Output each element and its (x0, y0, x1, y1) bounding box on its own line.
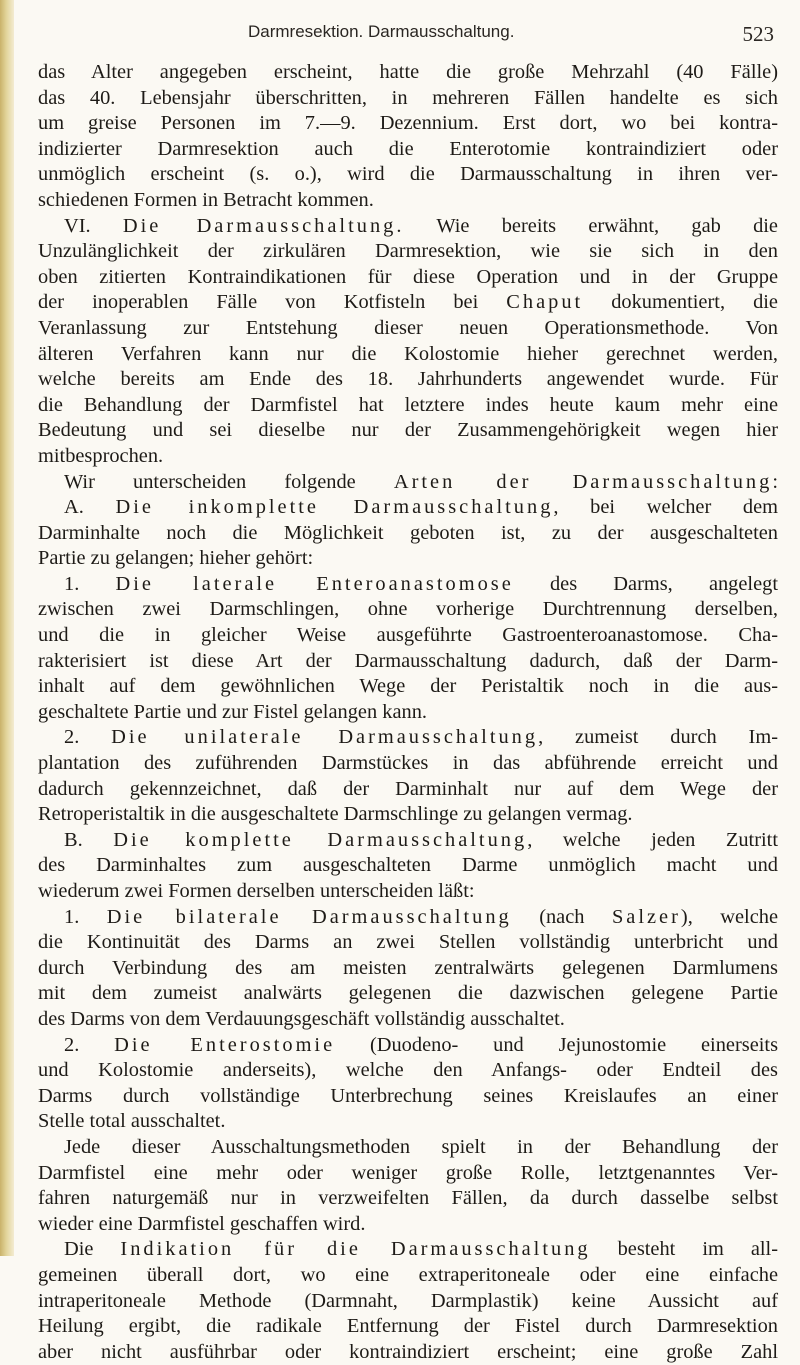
text-line (38, 802, 778, 828)
line-text: besteht im all- (590, 1238, 778, 1261)
line-text: 2. (64, 1033, 115, 1056)
line-text: das Alter angegeben erscheint, hatte die große Mehrzahl (40 Fälle) (38, 61, 778, 83)
line-text: Darms durch vollständige Unterbrechung seines Kreislaufes an einer (38, 1084, 778, 1107)
line-text: unmöglich erscheint (s. o.), wird die Darmausschaltung in ihren ver- (38, 163, 778, 186)
text-line (38, 725, 778, 751)
spaced-term: Die Darmausschaltung. (122, 214, 405, 237)
book-page (38, 0, 780, 1363)
line-text: der inoperablen Fälle von Kotfisteln bei (38, 291, 507, 314)
line-text: die Behandlung der Darmfistel hat letztere indes heute kaum mehr eine (38, 393, 778, 416)
text-line (38, 905, 778, 931)
line-text: intraperitoneale Methode (Darmnaht, Darmplastik) keine Aussicht auf (38, 1289, 778, 1312)
spaced-term: Die laterale Enteroanastomose (115, 572, 514, 595)
line-text: rakterisiert ist diese Art der Darmausschaltung dadurch, daß der Darm- (38, 649, 778, 672)
page-number: 523 (742, 22, 774, 46)
spaced-term: Die komplette Darmausschaltung (113, 828, 528, 851)
line-text: 1. (64, 572, 116, 595)
line-text: und die in gleicher Weise ausgeführte Gastroenteroanastomose. Cha- (38, 624, 778, 647)
line-text: : (772, 470, 778, 493)
spaced-term: Die inkomplette Darmausschaltung (115, 496, 554, 519)
text-line (38, 1237, 778, 1263)
line-text: mitbesprochen. (38, 444, 164, 467)
line-text: des Darminhaltes zum ausgeschalteten Darme unmöglich macht und (38, 854, 778, 877)
line-text: gemeinen überall dort, wo eine extraperitoneale oder eine einfache (38, 1263, 778, 1286)
spaced-term: Salzer (611, 905, 681, 928)
line-text: , zumeist durch Im- (538, 726, 779, 749)
text-line (38, 470, 778, 496)
spaced-term: Indikation für die Darmausschaltung (120, 1238, 591, 1261)
line-text: Wir unterscheiden folgende (64, 470, 394, 493)
line-text: Bedeutung und sei dieselbe nur der Zusammengehörigkeit wegen hier (38, 419, 778, 442)
text-line (38, 674, 778, 700)
text-line (38, 290, 778, 316)
line-text: wieder eine Darmfistel geschaffen wird. (38, 1212, 366, 1235)
line-text: Partie zu gelangen; hieher gehört: (38, 547, 314, 570)
line-text: oben zitierten Kontraindikationen für diese Operation und in der Gruppe (38, 265, 778, 288)
line-text: (Duodeno- und Jejunostomie einerseits (335, 1033, 779, 1056)
line-text: VI. (64, 214, 123, 237)
text-line (38, 239, 778, 265)
text-line (38, 700, 778, 726)
line-text: aber nicht ausführbar oder kontraindiziert erscheint; eine große Zahl (38, 1340, 778, 1363)
line-text: 2. (64, 726, 112, 749)
running-title: Darmresektion. Darmausschaltung. (248, 22, 515, 41)
line-text: Stelle total ausschaltet. (38, 1110, 226, 1133)
line-text: Unzulänglichkeit der zirkulären Darmresektion, wie sie sich in den (38, 240, 778, 263)
line-text: durch Verbindung des am meisten zentralwärts gelegenen Darmlumens (38, 956, 778, 979)
text-line (38, 853, 778, 879)
text-line (38, 418, 778, 444)
text-line (38, 1340, 778, 1365)
line-text: die Kontinuität des Darms an zwei Stellen vollständig unterbricht und (38, 931, 778, 954)
text-line (38, 1289, 778, 1315)
text-line (38, 879, 778, 905)
text-line (38, 162, 778, 188)
line-text: wiederum zwei Formen derselben unterscheiden läßt: (38, 880, 475, 902)
line-text: geschaltete Partie und zur Fistel gelangen kann. (38, 700, 427, 723)
line-text: Veranlassung zur Entstehung dieser neuen Operationsmethode. Von (38, 316, 778, 339)
text-line (38, 521, 778, 547)
line-text: A. (64, 496, 116, 519)
text-line (38, 649, 778, 675)
line-text: schiedenen Formen in Betracht kommen. (38, 188, 374, 211)
text-line (38, 1314, 778, 1340)
text-line (38, 188, 778, 214)
text-line (38, 214, 778, 240)
line-text: , bei welcher dem (553, 496, 779, 519)
text-line (38, 367, 778, 393)
line-text: (nach (511, 905, 612, 928)
text-line (38, 1058, 778, 1084)
text-line (38, 137, 778, 163)
line-text: B. (64, 828, 114, 851)
text-line (38, 265, 778, 291)
text-line (38, 930, 778, 956)
line-text: inhalt auf dem gewöhnlichen Wege der Peristaltik noch in die aus- (38, 675, 778, 698)
line-text: Jede dieser Ausschaltungsmethoden spielt in der Behandlung der (64, 1135, 778, 1158)
spaced-term: Arten der Darmausschaltung (393, 470, 773, 493)
line-text: , welche jeden Zutritt (527, 828, 779, 851)
line-text: Retroperistaltik in die ausgeschaltete Darmschlinge zu gelangen vermag. (38, 803, 633, 826)
body-text (38, 60, 778, 1365)
spaced-term: Die bilaterale Darmausschaltung (106, 905, 512, 928)
text-line (38, 1007, 778, 1033)
text-line (38, 86, 778, 112)
text-line (38, 956, 778, 982)
line-text: welche bereits am Ende des 18. Jahrhunderts angewendet wurde. Für (38, 368, 778, 391)
line-text: um greise Personen im 7.—9. Dezennium. Erst dort, wo bei kontra- (38, 112, 778, 135)
line-text: Wie bereits erwähnt, gab die (404, 214, 778, 237)
line-text: des Darms von dem Verdauungsgeschäft vollständig ausschaltet. (38, 1007, 565, 1030)
spaced-term: Die unilaterale Darmausschaltung (111, 726, 539, 749)
line-text: des Darms, angelegt (513, 572, 779, 595)
text-line (38, 393, 778, 419)
text-line (38, 1084, 778, 1110)
line-text: und Kolostomie anderseits), welche den Anfangs- oder Endteil des (38, 1059, 778, 1082)
line-text: mit dem zumeist analwärts gelegenen die dazwischen gelegene Partie (38, 982, 778, 1005)
text-line (38, 316, 778, 342)
text-line (38, 546, 778, 572)
line-text: Darminhalte noch die Möglichkeit geboten ist, zu der ausgeschalteten (38, 521, 778, 544)
text-line (38, 1109, 778, 1135)
line-text: indizierter Darmresektion auch die Enterotomie kontraindiziert oder (38, 137, 778, 160)
line-text: ), welche (680, 905, 778, 928)
text-line (38, 1212, 778, 1238)
text-line (38, 60, 778, 86)
line-text: Die (64, 1238, 121, 1261)
text-line (38, 1135, 778, 1161)
text-line (38, 828, 778, 854)
text-line (38, 777, 778, 803)
spaced-term: Chaput (506, 291, 584, 314)
line-text: fahren naturgemäß nur in verzweifelten Fällen, da durch dasselbe selbst (38, 1187, 778, 1210)
text-line (38, 597, 778, 623)
text-line (38, 1161, 778, 1187)
text-line (38, 495, 778, 521)
page-edge (0, 0, 14, 1256)
line-text: dokumentiert, die (583, 291, 778, 314)
text-line (38, 572, 778, 598)
line-text: dadurch gekennzeichnet, daß der Darminhalt nur auf dem Wege der (38, 777, 778, 800)
text-line (38, 111, 778, 137)
line-text: Heilung ergibt, die radikale Entfernung der Fistel durch Darmresektion (38, 1315, 778, 1338)
spaced-term: Die Enterostomie (114, 1033, 336, 1056)
text-line (38, 444, 778, 470)
line-text: älteren Verfahren kann nur die Kolostomie hieher gerechnet werden, (38, 342, 778, 365)
text-line (38, 623, 778, 649)
text-line (38, 751, 778, 777)
line-text: zwischen zwei Darmschlingen, ohne vorherige Durchtrennung derselben, (38, 598, 778, 621)
text-line (38, 1033, 778, 1059)
text-line (38, 1186, 778, 1212)
text-line (38, 1263, 778, 1289)
text-line (38, 981, 778, 1007)
line-text: Darmfistel eine mehr oder weniger große Rolle, letztgenanntes Ver- (38, 1161, 778, 1184)
text-line (38, 342, 778, 368)
line-text: das 40. Lebensjahr überschritten, in mehreren Fällen handelte es sich (38, 86, 778, 109)
page-header (38, 22, 780, 52)
line-text: 1. (64, 905, 107, 928)
line-text: plantation des zuführenden Darmstückes in das abführende erreicht und (38, 752, 778, 775)
